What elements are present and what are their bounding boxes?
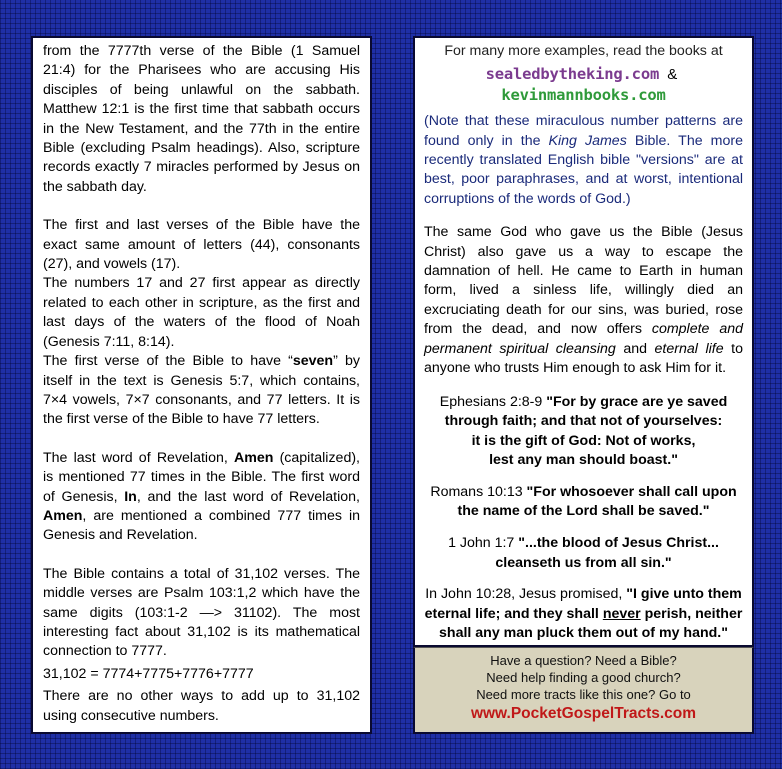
ampersand: & <box>667 66 678 84</box>
paragraph-verse-count: The Bible contains a total of 31,102 verses. The middle verses are Psalm 103:1,2 which have the same digits (103:1-2 —> 31102). The most interesting fact about 31,102 is its mathematical connection to 7777. <box>43 565 360 660</box>
paragraph-seven: The first verse of the Bible to have “seven” by itself in the text is Genesis 5:7, which contains, 7×4 vowels, 7×7 consonants, and 77 letters. It is the first verse of the Bible to have 77 letters. <box>43 353 360 428</box>
paragraph-first-last-verses: The first and last verses of the Bible have the exact same amount of letters (44), consonants (27), and vowels (17). <box>43 217 360 273</box>
footer-tracts: Need more tracts like this one? Go to <box>476 687 691 702</box>
paragraph-flood-days: The numbers 17 and 27 first appear as directly related to each other in scripture, as the first and last days of the waters of the flood of Noah (Genesis 7:11, 8:14). <box>43 275 360 350</box>
link-kevinmannbooks[interactable]: kevinmannbooks.com <box>501 85 666 104</box>
verse-john-10-28: In John 10:28, Jesus promised, "I give unto them eternal life; and they shall never perish, neither shall any man pluck them out of my hand." <box>424 586 743 642</box>
pocket-gospel-tracts-link[interactable]: www.PocketGospelTracts.com <box>470 705 697 722</box>
paragraph-amen: The last word of Revelation, Amen (capitalized), is mentioned 77 times in the Bible. The first word of Genesis, In, and the last word of Revelation, Amen, are mentioned a combined 777 times in Genesis and Revelation. <box>43 449 360 544</box>
kjv-note: (Note that these miraculous number patterns are found only in the King James Bible. The more recently translated English bible "versions" are at best, poor paraphrases, and at worst, intentional corruptions of the words of God.) <box>424 113 743 207</box>
link-sealedbytheking[interactable]: sealedbytheking.com <box>485 65 660 84</box>
paragraph-sabbath: from the 7777th verse of the Bible (1 Samuel 21:4) for the Pharisees who are accusing His disciples of being unlawful on the sabbath. Matthew 12:1 is the first time that sabbath occurs in the New Testament, and the 77th in the entire Bible (excluding Psalm headings). Also, scripture records exactly 7 miracles performed by Jesus on the sabbath day. <box>43 43 360 195</box>
verse-romans: Romans 10:13 "For whosoever shall call upon the name of the Lord shall be saved." <box>430 483 737 520</box>
right-text-panel <box>413 36 754 647</box>
book-links <box>424 65 743 106</box>
paragraph-consecutive: There are no other ways to add up to 31,102 using consecutive numbers. <box>43 688 360 724</box>
contact-footer <box>413 647 754 734</box>
footer-church: Need help finding a good church? <box>486 670 681 685</box>
verse-1-john: 1 John 1:7 "...the blood of Jesus Christ... cleanseth us from all sin." <box>448 535 719 571</box>
verse-ephesians: Ephesians 2:8-9 "For by grace are ye saved through faith; and that not of yourselves: it is the gift of God: Not of works, lest any man should boast." <box>439 393 728 469</box>
gospel-paragraph: The same God who gave us the Bible (Jesus Christ) also gave us a way to escape the damnation of hell. He came to Earth in human form, lived a sinless life, willingly died an excruciating death for our sins, was buried, rose from the dead, and now offers complete and permanent spiritual cleansing and eternal life to anyone who trusts Him enough to ask Him for it. <box>424 224 744 377</box>
equation-31102: 31,102 = 7774+7775+7776+7777 <box>43 665 254 682</box>
books-intro: For many more examples, read the books at <box>444 43 723 59</box>
footer-question: Have a question? Need a Bible? <box>490 653 677 668</box>
left-text-panel <box>31 36 372 734</box>
